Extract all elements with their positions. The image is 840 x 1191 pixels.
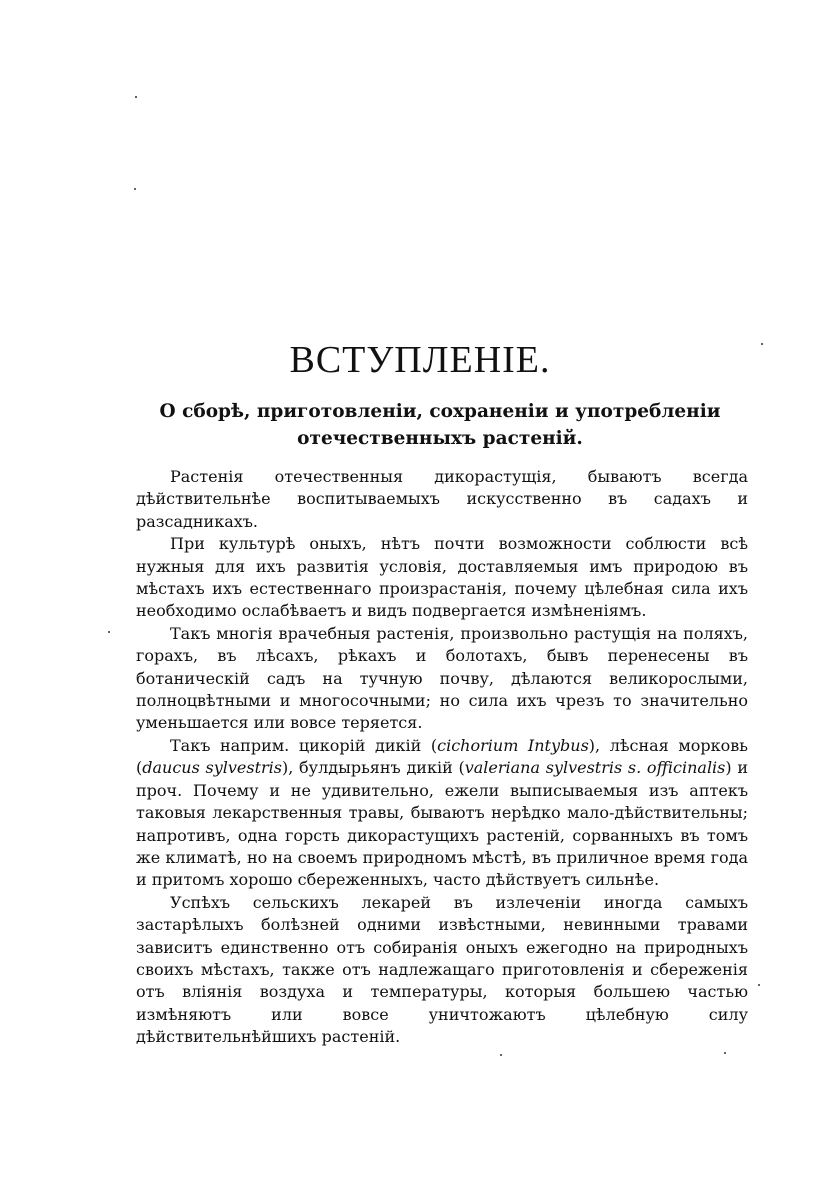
paragraph: Такъ многія врачебныя растенія, произвольно растущія на поляхъ, горахъ, въ лѣсахъ, рѣкахъ и болотахъ, бывъ перенесены въ ботаническій садъ на тучную почву, дѣлаются великорослыми, полноцвѣтными и многосочными; но сила ихъ чрезъ то значительно уменьшается или вовсе теряется. — [136, 623, 748, 733]
latin-name: valeriana sylvestris s. officinalis — [464, 758, 726, 778]
body-text — [136, 466, 748, 1049]
print-speck — [724, 1052, 726, 1054]
print-speck — [134, 188, 136, 190]
paragraph-text: Такъ наприм. цикорій дикій ( — [170, 735, 438, 755]
paragraph: При культурѣ оныхъ, нѣтъ почти возможности соблюсти всѣ нужныя для ихъ развитія условія, доставляемыя имъ природою въ мѣстахъ ихъ естественнаго произрастанія, почему цѣлебная сила ихъ необходимо ослабѣваетъ и видъ подвергается измѣненіямъ. — [136, 534, 748, 621]
section-subtitle: О сборѣ, приготовленіи, сохраненіи и употребленіи отечественныхъ растеній. — [159, 401, 721, 449]
print-speck — [758, 984, 760, 986]
latin-name: cichorium Intybus — [437, 735, 589, 755]
print-speck — [500, 1054, 502, 1056]
paragraph — [136, 735, 748, 892]
print-speck — [108, 631, 110, 633]
latin-name: daucus sylvestris — [142, 758, 283, 778]
paragraph-text: ), лѣсная морковь ( — [136, 735, 749, 778]
paragraph: Растенія отечественныя дикорастущія, бываютъ всегда дѣйствительнѣе воспитываемыхъ искусственно въ садахъ и разсадникахъ. — [136, 467, 748, 531]
paragraph-text: ), булдырьянъ дикій ( — [282, 758, 465, 778]
page-title: ВСТУПЛЕНІЕ. — [289, 339, 551, 381]
paragraph: Успѣхъ сельскихъ лекарей въ излеченіи иногда самыхъ застарѣлыхъ болѣзней одними извѣстными, невинными травами зависитъ единственно отъ собиранія оныхъ ежегодно на природныхъ своихъ мѣстахъ, также отъ надлежащаго приготовленія и сбереженія отъ вліянія воздуха и температуры, которыя большею частью измѣняютъ или вовсе уничтожаютъ цѣлебную силу дѣйствительнѣйшихъ растеній. — [136, 892, 748, 1047]
paragraph-text: ) и проч. Почему и не удивительно, ежели выписываемыя изъ аптекъ таковыя лекарственныя травы, бываютъ нерѣдко мало-дѣйствительны; напротивъ, одна горсть дикорастущихъ растеній, сорванныхъ въ томъ же климатѣ, но на своемъ природномъ мѣстѣ, въ приличное время года и притомъ хорошо сбереженныхъ, часто дѣйствуетъ сильнѣе. — [136, 758, 749, 890]
print-speck — [135, 96, 137, 98]
